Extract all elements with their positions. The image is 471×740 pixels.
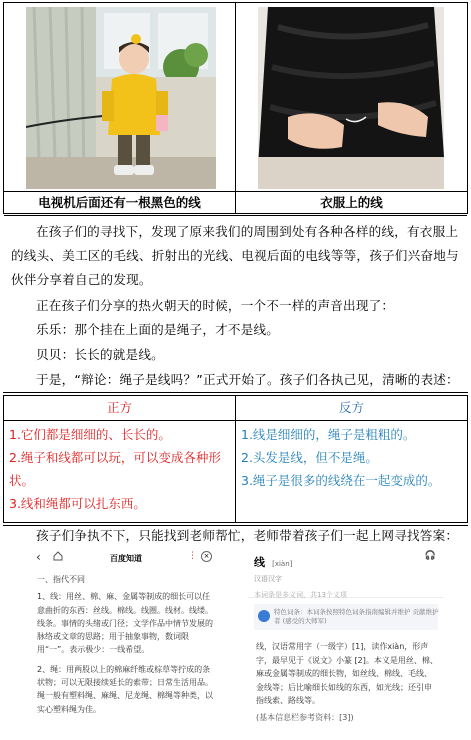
paragraph-debate-start: 于是，“辩论：绳子是线吗？”正式开始了。孩子们各执己见，清晰的表述：: [36, 372, 459, 387]
dict-feature-text: 特色词条：本词条按照特色词条指南编辑并维护 贡献维护者 (感受的大师军): [274, 608, 439, 625]
debate-pro-item: 2.绳子和线都可以玩，可以变成各种形: [9, 450, 221, 465]
dict-meta: 本词条是多义词，共13个义项: [254, 591, 347, 599]
dict-pinyin: [xiàn]: [272, 560, 293, 568]
debate-pro-header: 正方: [4, 396, 235, 421]
dict-kind: 汉语汉字: [254, 575, 282, 583]
badge-icon: [258, 610, 270, 622]
debate-con-item: 1.线是细细的，绳子是粗粗的。: [241, 427, 416, 442]
headphone-icon: 🎧: [424, 551, 436, 561]
photo-black-jacket-thread: [258, 7, 444, 189]
debate-pro-item: 状。: [9, 473, 35, 488]
paragraph-ask-teacher: 孩子们争执不下，只能找到老师帮忙，老师带着孩子们一起上网寻找答案：: [36, 528, 459, 543]
paragraph-beibei: 贝贝：长长的就是线。: [36, 347, 164, 362]
photo-column-left: [4, 3, 236, 213]
paragraph-new-voice: 正在孩子们分享的热火朝天的时候，一个不一样的声音出现了：: [36, 298, 395, 313]
close-icon: ×: [201, 551, 212, 562]
dict-description: 线，汉语常用字（一级字）[1]，读作xiàn，形声字，最早见于《说文》小篆 [2]。本义是用丝、棉、麻或金属等制成的细长物，如丝线、棉线、毛线、金线等；后比喻细长如线的东西，如光线；还引申指线索、路线等。: [256, 642, 438, 705]
dictionary-screenshot: [248, 547, 444, 737]
baidu-zhidao-screenshot: [31, 547, 221, 737]
back-arrow-icon: ‹: [36, 550, 41, 564]
dict-word: 线: [254, 556, 265, 569]
paragraph-discovery-line-3: 伙伴分享着自己的发现。: [11, 272, 152, 287]
paragraph-discovery-line-1: 在孩子们的寻找下，发现了原来我们的周围到处有各种各样的线，有衣服上: [36, 224, 459, 239]
baidu-topbar: [31, 547, 221, 569]
paragraph-discovery-line-2: 的线头、美工区的毛线、折射出的光线、电视后面的电线等等，孩子们兴奋地与: [11, 248, 459, 263]
dict-source: (基本信息栏参考资料：[3]): [256, 712, 354, 722]
baidu-title: 百度知道: [110, 554, 142, 563]
debate-con-item: 2.头发是线，但不是绳。: [241, 450, 378, 465]
photo-child-yellow-jacket: [26, 7, 216, 189]
debate-pro-item: 3.线和绳都可以扎东西。: [9, 496, 146, 511]
baidu-heading: 一、指代不同: [37, 575, 85, 584]
dict-feature-tag: [254, 604, 438, 630]
debate-pro-column: [4, 396, 236, 522]
more-icon: ⋮: [188, 551, 197, 561]
paragraph-lele: 乐乐：那个挂在上面的是绳子，才不是线。: [36, 322, 280, 337]
baidu-definition-rope: 2、绳：用两股以上的棉麻纤维或棕草等拧成的条状物；可以无限接续延长的索带；日常生活用品。绳一般有塑料绳、麻绳、尼龙绳、棉绳等种类，以实心塑料绳为佳。: [37, 664, 213, 714]
photo-table: [3, 2, 468, 214]
debate-pro-item: 1.它们都是细细的、长长的。: [9, 427, 171, 442]
debate-con-column: [236, 396, 467, 522]
photo-column-right: [236, 3, 467, 213]
debate-con-item: 3.绳子是很多的线绕在一起变成的。: [241, 473, 441, 488]
debate-table: [3, 395, 468, 523]
photo-caption-right: 衣服上的线: [236, 191, 467, 214]
baidu-definition-line: 1、线：用丝、棉、麻、金属等制成的细长可以任意曲折的东西：丝线。棉线。线圈。线材。线缕。线条。事情的头绪或门径；文学作品中情节发展的脉络或文章的思路；用于抽象事物，数词限用“一”。表示极少：一线希望。: [37, 592, 213, 655]
debate-con-header: 反方: [236, 396, 467, 421]
photo-caption-left: 电视机后面还有一根黑色的线: [4, 191, 235, 214]
